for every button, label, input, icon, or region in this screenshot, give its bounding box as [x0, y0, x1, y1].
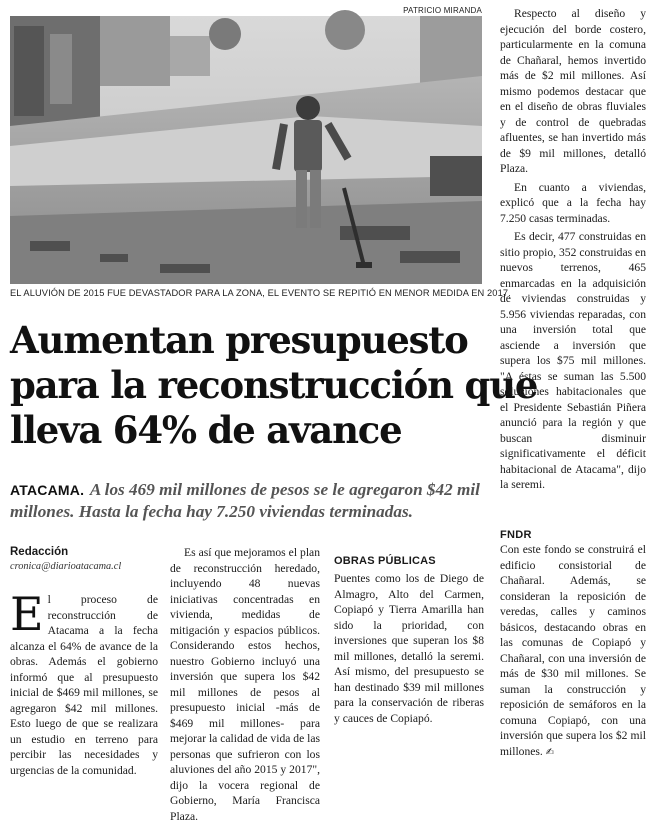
drop-cap: E [10, 587, 44, 641]
end-mark-icon: ✍ [545, 746, 555, 758]
photo-credit: PATRICIO MIRANDA [403, 6, 482, 15]
headline-line-1: Aumentan presupuesto [10, 318, 468, 362]
paragraph-5: En cuanto a viviendas, explicó que a la fecha hay 7.250 casas terminadas. [500, 180, 646, 225]
paragraph-7 [500, 542, 646, 760]
deck-location: ATACAMA. [10, 482, 85, 498]
byline-author: Redacción [10, 546, 69, 558]
paragraph-7-text: Con este fondo se construirá el edificio consistorial de Chañaral. Además, se consideran la reposición de veredas, calles y caminos básicos, destacando obras en las comunas de Copiapó y Chañaral, con una inversión de más de $30 mil millones. Se suman la construcción y reposición de semáforos en la comuna Copiapó, con una inversión que supera los $2 mil millones. [500, 543, 646, 758]
column-5 [500, 528, 646, 763]
column-3 [334, 545, 484, 729]
paragraph-1-text: l proceso de reconstrucción de Atacama a la fecha alcanza el 64% de avance de la obras. Además el gobierno informó que al presupuesto inicial de $469 mil millones, se agregaron $42 mil millones. Esto luego de que se realizara un estudio en terreno para percibir las necesidades y urgencias de la comunidad. [10, 593, 158, 777]
flood-scene-illustration [10, 16, 482, 284]
news-photo [10, 16, 482, 284]
paragraph-1 [10, 587, 158, 778]
headline-line-3: lleva 64% de avance [10, 408, 402, 452]
deck-text: A los 469 mil millones de pesos se le agregaron $42 mil millones. Hasta la fecha hay 7.250 viviendas terminadas. [10, 480, 480, 521]
byline-email: cronica@diarioatacama.cl [10, 561, 122, 572]
paragraph-3: Puentes como los de Diego de Almagro, Alto del Carmen, Copiapó y Tierra Amarilla han sido la prioridad, con inversiones que superan los $8 mil millones, detalló la seremi. Así mismo, del presupuesto se han destinado $39 mil millones para la conservación de riberas y cauces de Copiapó. [334, 572, 484, 725]
headline-line-2: para la reconstrucción que [10, 363, 538, 407]
paragraph-4: Respecto al diseño y ejecución del borde costero, particularmente en la comuna de Chañaral, hemos invertido más de $2 mil millones. Así mismo podemos destacar que en el diseño de obras fluviales y de control de quebradas afluentes, se han invertido más de $9 mil millones, detalló Plaza. [500, 7, 646, 175]
paragraph-6: Es decir, 477 construidas en sitio propio, 352 construidas en nuevos terrenos, 465 enmarcadas en la adquisición de viviendas construidas y 5.956 viviendas reparadas, con una inversión total que asciende a inversión que supera los $75 mil millones. "A éstas se suman las 5.500 soluciones habitacionales que el Presidente Sebastián Piñera anunció para la región y que buscan disminuir significativamente el déficit habitacional de Atacama", dijo la seremi. [500, 230, 646, 491]
deck [10, 479, 490, 523]
column-2 [170, 545, 320, 827]
column-1 [10, 545, 158, 781]
column-4 [500, 6, 646, 496]
headline [10, 318, 538, 453]
subhead-fndr: FNDR [500, 529, 532, 541]
photo-caption: EL ALUVIÓN DE 2015 FUE DEVASTADOR PARA LA ZONA, EL EVENTO SE REPITIÓ EN MENOR MEDIDA EN 2017. [10, 288, 511, 298]
subhead-obras-publicas: OBRAS PÚBLICAS [334, 555, 436, 567]
paragraph-2: Es así que mejoramos el plan de reconstrucción heredado, incluyendo 48 nuevas iniciativas concentradas en vivienda, medidas de mitigación y espacios públicos. Considerando estos hechos, nuestro Gobierno incluyó una inversión que supera los $42 mil millones de pesos al presupuesto inicial -más de $469 mil millones- para mejorar la calidad de vida de las personas que sufrieron con los aluviones del año 2015 y 2017", dijo la vocera regional de Gobierno, María Francisca Plaza. [170, 546, 321, 823]
